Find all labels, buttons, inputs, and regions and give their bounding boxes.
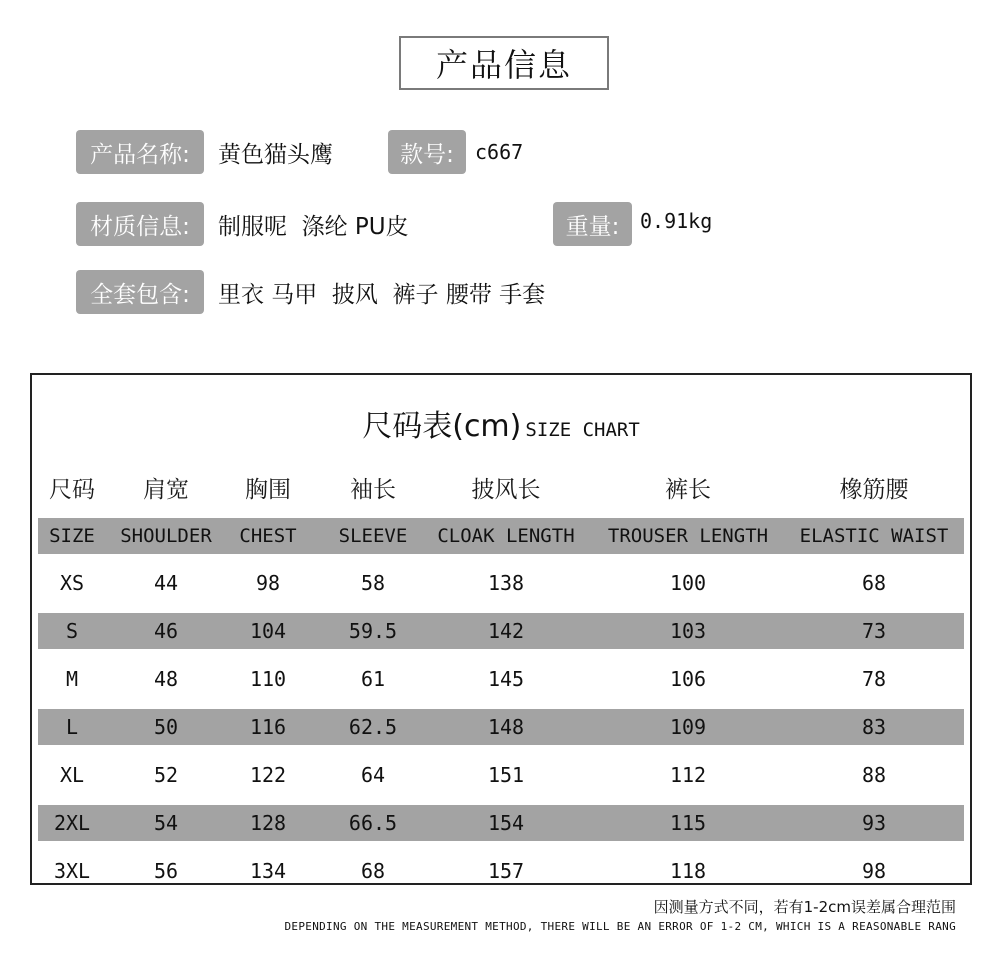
header-row-zh-cell: 橡筋腰 — [839, 476, 909, 503]
table-row-cell: 56 — [153, 859, 179, 883]
page-title: 产品信息 — [399, 36, 609, 90]
table-row-cell: XS — [59, 571, 85, 595]
table-row-cell: 98 — [255, 571, 281, 595]
product-name-label: 产品名称: — [76, 130, 204, 174]
table-row-cell: 68 — [861, 571, 887, 595]
table-row-cell: 52 — [153, 763, 179, 787]
header-row-zh-cell: 裤长 — [665, 476, 711, 503]
table-row-cell: 157 — [487, 859, 525, 883]
header-row-en-cell: SHOULDER — [120, 525, 212, 547]
header-row-en-cell: CLOAK LENGTH — [437, 525, 575, 547]
table-row-cell: XL — [59, 763, 85, 787]
table-row-cell: 59.5 — [348, 619, 398, 643]
table-row-cell: 154 — [487, 811, 525, 835]
measurement-note-zh: 因测量方式不同，若有1-2cm误差属合理范围 — [653, 898, 956, 916]
header-row-zh-cell: 肩宽 — [143, 476, 189, 503]
table-row-cell: 2XL — [53, 811, 91, 835]
table-row-cell: 122 — [249, 763, 287, 787]
header-row-zh — [38, 469, 964, 505]
table-row — [38, 805, 964, 841]
table-row-cell: 66.5 — [348, 811, 398, 835]
table-row-cell: L — [65, 715, 79, 739]
material-label: 材质信息: — [76, 202, 204, 246]
header-row-zh-cell: 尺码 — [49, 476, 95, 503]
table-row-cell: 104 — [249, 619, 287, 643]
weight-value: 0.91kg — [640, 209, 713, 233]
table-row — [38, 661, 964, 697]
table-row-cell: M — [65, 667, 79, 691]
table-row-cell: 3XL — [53, 859, 91, 883]
table-row-cell: 54 — [153, 811, 179, 835]
table-row-cell: 145 — [487, 667, 525, 691]
product-name-value: 黄色猫头鹰 — [218, 141, 333, 168]
header-row-en-cell: CHEST — [239, 525, 297, 547]
table-row — [38, 709, 964, 745]
table-row-cell: 103 — [669, 619, 707, 643]
table-row-cell: 110 — [249, 667, 287, 691]
table-row-cell: 142 — [487, 619, 525, 643]
table-row-cell: 78 — [861, 667, 887, 691]
table-row-cell: 64 — [360, 763, 386, 787]
style-number-label: 款号: — [388, 130, 466, 174]
table-row-cell: 44 — [153, 571, 179, 595]
table-row-cell: 118 — [669, 859, 707, 883]
material-value: 制服呢 涤纶 PU皮 — [218, 213, 409, 240]
table-row-cell: 148 — [487, 715, 525, 739]
header-row-en-cell: SIZE — [49, 525, 95, 547]
table-row-cell: 106 — [669, 667, 707, 691]
table-row-cell: S — [65, 619, 79, 643]
header-row-en-cell: TROUSER LENGTH — [607, 525, 769, 547]
table-row-cell: 116 — [249, 715, 287, 739]
table-row — [38, 757, 964, 793]
table-row — [38, 853, 964, 889]
table-row-cell: 100 — [669, 571, 707, 595]
table-row-cell: 73 — [861, 619, 887, 643]
table-row — [38, 565, 964, 601]
header-row-en-cell: SLEEVE — [338, 525, 408, 547]
header-row-zh-cell: 披风长 — [471, 476, 541, 503]
table-row-cell: 62.5 — [348, 715, 398, 739]
table-row-cell: 138 — [487, 571, 525, 595]
table-row-cell: 128 — [249, 811, 287, 835]
set-includes-label: 全套包含: — [76, 270, 204, 314]
header-row-en — [38, 518, 964, 554]
table-row-cell: 50 — [153, 715, 179, 739]
weight-label: 重量: — [553, 202, 632, 246]
size-chart — [30, 373, 972, 885]
table-row-cell: 98 — [861, 859, 887, 883]
table-row-cell: 58 — [360, 571, 386, 595]
header-row-zh-cell: 胸围 — [245, 476, 291, 503]
table-row-cell: 46 — [153, 619, 179, 643]
header-row-zh-cell: 袖长 — [350, 476, 396, 503]
table-row-cell: 151 — [487, 763, 525, 787]
table-row — [38, 613, 964, 649]
table-row-cell: 112 — [669, 763, 707, 787]
table-row-cell: 115 — [669, 811, 707, 835]
size-chart-title-zh: 尺码表(cm) — [362, 409, 522, 444]
size-chart-title-en: SIZE CHART — [525, 419, 640, 441]
header-row-en-cell: ELASTIC WAIST — [799, 525, 949, 547]
table-row-cell: 68 — [360, 859, 386, 883]
size-chart-title — [32, 401, 970, 445]
table-row-cell: 48 — [153, 667, 179, 691]
table-row-cell: 61 — [360, 667, 386, 691]
table-row-cell: 134 — [249, 859, 287, 883]
style-number-value: c667 — [475, 140, 524, 164]
table-row-cell: 88 — [861, 763, 887, 787]
set-includes-value: 里衣 马甲 披风 裤子 腰带 手套 — [218, 281, 546, 308]
table-row-cell: 83 — [861, 715, 887, 739]
table-row-cell: 93 — [861, 811, 887, 835]
table-row-cell: 109 — [669, 715, 707, 739]
measurement-note-en: DEPENDING ON THE MEASUREMENT METHOD, THERE WILL BE AN ERROR OF 1-2 CM, WHICH IS A REASONABLE RANG — [284, 920, 956, 933]
